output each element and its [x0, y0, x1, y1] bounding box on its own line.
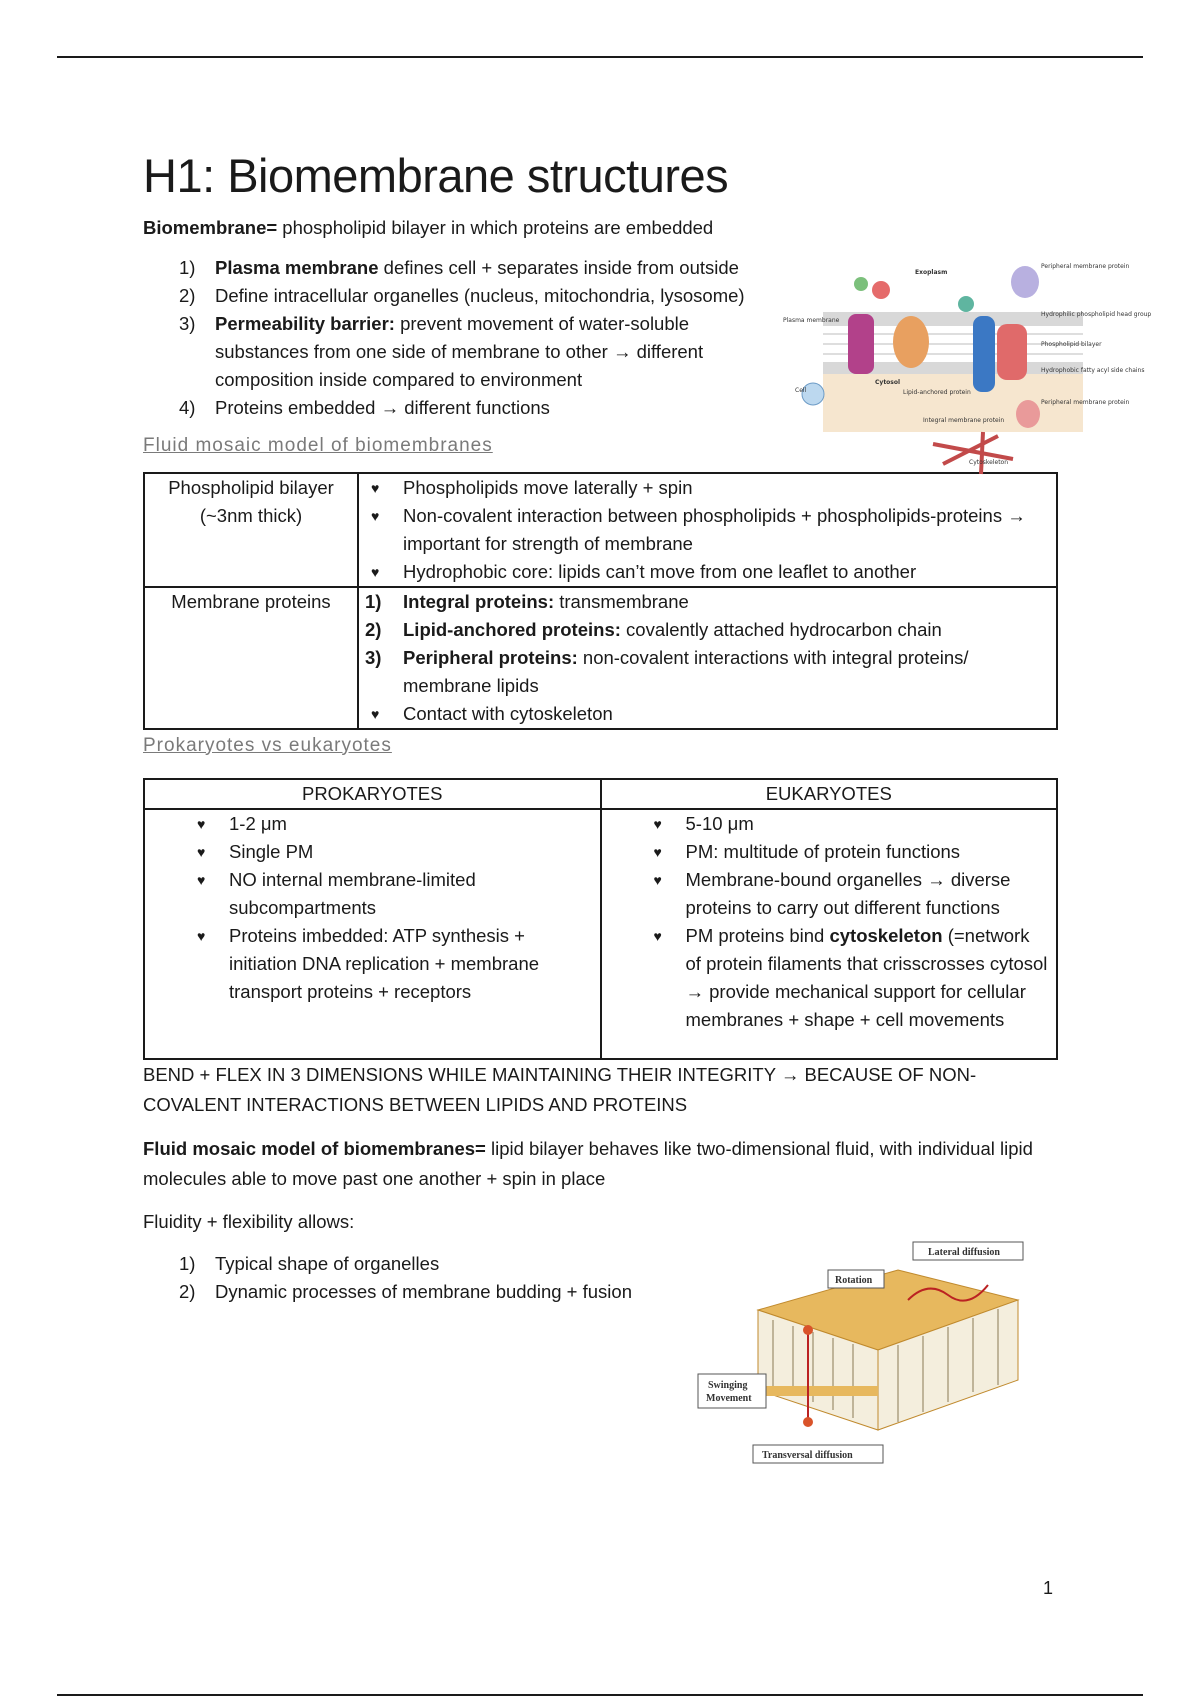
svg-text:Movement: Movement: [706, 1392, 752, 1404]
page-title: H1: Biomembrane structures: [143, 149, 729, 202]
page-content: [143, 149, 1152, 1461]
table-row: [144, 809, 1057, 1059]
list-item: 3) Permeability barrier: prevent movement of water-soluble substances from one side of membrane to other → different composition inside compared to environment: [179, 312, 704, 390]
fluid-mosaic-definition: Fluid mosaic model of biomembranes= lipid bilayer behaves like two-dimensional fluid, with individual lipid molecules able to move past one another + spin in place: [143, 1137, 1033, 1189]
svg-text:Peripheral membrane protein: Peripheral membrane protein: [1041, 398, 1130, 406]
integral-protein: [893, 316, 929, 368]
page-number: 1: [1043, 1578, 1054, 1598]
table-header-row: [144, 779, 1057, 809]
cytoskeleton-filaments: [933, 432, 1013, 474]
svg-text:Hydrophobic fatty acyl side ch: Hydrophobic fatty acyl side chains: [1041, 366, 1145, 374]
svg-text:Exoplasm: Exoplasm: [915, 268, 948, 276]
list-item: 2) Define intracellular organelles (nucleus, mitochondria, lysosome): [179, 284, 745, 306]
svg-text:Cytoskeleton: Cytoskeleton: [969, 458, 1009, 466]
fluidity-intro: Fluidity + flexibility allows:: [143, 1210, 355, 1232]
column-header-eukaryotes: EUKARYOTES: [601, 779, 1058, 809]
list-item: ♥ Proteins imbedded: ATP synthesis + initiation DNA replication + membrane transport proteins + receptors: [191, 922, 594, 1006]
caps-text: BEND + FLEX IN 3 DIMENSIONS WHILE MAINTAINING THEIR INTEGRITY → BECAUSE OF NON-COVALENT INTERACTIONS BETWEEN LIPIDS AND PROTEINS: [143, 1063, 977, 1115]
heart-bullet-icon: ♥: [653, 815, 662, 832]
heart-bullet-icon: ♥: [371, 479, 380, 496]
table-cell-label: Phospholipid bilayer (~3nm thick): [144, 473, 358, 587]
table-row: [144, 473, 1057, 587]
svg-text:Cell: Cell: [795, 386, 807, 394]
list-item: ♥ Phospholipids move laterally + spin: [365, 474, 1050, 502]
integral-membrane-protein: [973, 316, 995, 392]
channel-protein: [848, 314, 874, 374]
fluidity-row: [143, 1246, 1073, 1461]
svg-text:Peripheral membrane protein: Peripheral membrane protein: [1041, 262, 1130, 270]
list-item: ♥ 1-2 μm: [191, 810, 594, 838]
list-item: ♥ Non-covalent interaction between phospholipids + phospholipids-proteins → important for strength of membrane: [365, 502, 1050, 558]
table-cell: [358, 587, 1057, 729]
list-item: ♥ PM: multitude of protein functions: [648, 838, 1051, 866]
list-item: 2) Lipid-anchored proteins: covalently attached hydrocarbon chain: [365, 618, 942, 640]
section-fluid-mosaic: Fluid mosaic model of biomembranes: [143, 434, 493, 456]
list-item: ♥ NO internal membrane-limited subcompartments: [191, 866, 594, 922]
svg-text:Rotation: Rotation: [835, 1274, 873, 1286]
list-item: 1) Typical shape of organelles: [179, 1252, 440, 1274]
caps-note: [143, 1060, 1073, 1120]
svg-text:Swinging: Swinging: [708, 1379, 748, 1391]
bottom-rule: [57, 1694, 1143, 1696]
section-prokaryotes: Prokaryotes vs eukaryotes: [143, 734, 392, 756]
svg-text:Lateral diffusion: Lateral diffusion: [928, 1246, 1000, 1258]
peripheral-protein-bottom: [1016, 400, 1040, 428]
heart-bullet-icon: ♥: [371, 507, 380, 524]
table-cell: [358, 473, 1057, 587]
list-item: 2) Dynamic processes of membrane budding + fusion: [179, 1280, 632, 1302]
multipass-protein: [997, 324, 1027, 380]
heart-bullet-icon: ♥: [197, 871, 206, 888]
svg-text:Lipid-anchored protein: Lipid-anchored protein: [903, 388, 971, 396]
svg-text:Transversal diffusion: Transversal diffusion: [762, 1449, 853, 1461]
biomembrane-definition: Biomembrane= phospholipid bilayer in which proteins are embedded: [143, 216, 714, 238]
list-item: 1) Integral proteins: transmembrane: [365, 590, 689, 612]
peripheral-protein-top: [1011, 266, 1039, 298]
list-item: ♥ Hydrophobic core: lipids can’t move from one leaflet to another: [365, 558, 1050, 586]
heart-bullet-icon: ♥: [197, 815, 206, 832]
svg-text:Cytosol: Cytosol: [875, 378, 901, 386]
membrane-structure-diagram: [783, 254, 1152, 482]
top-rule: [57, 56, 1143, 58]
table-cell: [144, 809, 601, 1059]
list-item: ♥ Membrane-bound organelles → diverse proteins to carry out different functions: [648, 866, 1051, 922]
svg-text:Integral membrane protein: Integral membrane protein: [923, 416, 1005, 424]
intro-list: [179, 254, 769, 422]
table-row: [144, 587, 1057, 729]
heart-bullet-icon: ♥: [653, 843, 662, 860]
svg-text:Hydrophilic phospholipid head: Hydrophilic phospholipid head group: [1041, 310, 1152, 318]
table-cell-label: Membrane proteins: [144, 587, 358, 729]
list-item: ♥ Contact with cytoskeleton: [365, 700, 1050, 728]
lipid-movement-diagram: [698, 1240, 1028, 1470]
heart-bullet-icon: ♥: [653, 927, 662, 944]
heart-bullet-icon: ♥: [371, 705, 380, 722]
svg-text:Plasma membrane: Plasma membrane: [783, 316, 840, 324]
prokaryotes-eukaryotes-table: [143, 778, 1058, 1060]
heart-bullet-icon: ♥: [371, 563, 380, 580]
list-item: 3) Peripheral proteins: non-covalent interactions with integral proteins/ membrane lipids: [365, 646, 969, 696]
list-item: 4) Proteins embedded → different functions: [179, 396, 550, 418]
heart-bullet-icon: ♥: [197, 927, 206, 944]
list-item: ♥ 5-10 μm: [648, 810, 1051, 838]
svg-text:Phospholipid bilayer: Phospholipid bilayer: [1041, 340, 1102, 348]
fluid-mosaic-table: [143, 472, 1058, 730]
heart-bullet-icon: ♥: [653, 871, 662, 888]
list-item: ♥ PM proteins bind cytoskeleton (=network of protein filaments that crisscrosses cytosol → provide mechanical support for cellular membranes + shape + cell movements: [648, 922, 1051, 1034]
column-header-prokaryotes: PROKARYOTES: [144, 779, 601, 809]
list-item: 1) Plasma membrane defines cell + separates inside from outside: [179, 256, 739, 278]
list-item: ♥ Single PM: [191, 838, 594, 866]
table-cell: [601, 809, 1058, 1059]
heart-bullet-icon: ♥: [197, 843, 206, 860]
